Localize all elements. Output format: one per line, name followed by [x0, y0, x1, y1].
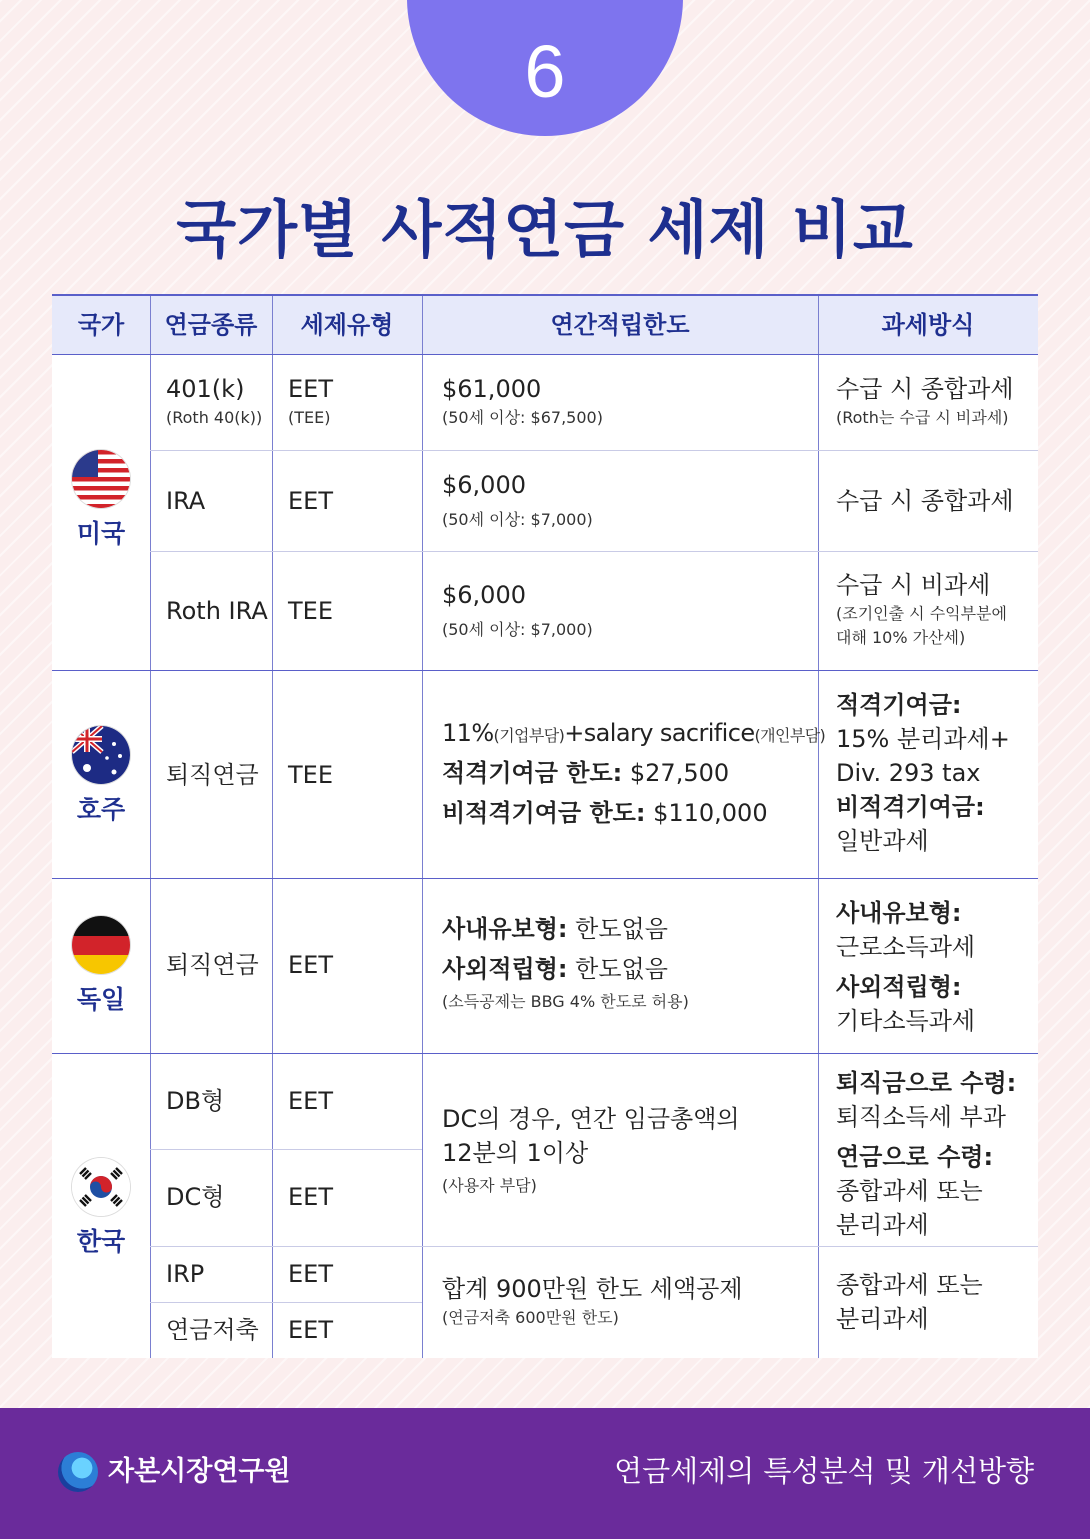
table-row: IRA: [166, 487, 206, 515]
header-country: 국가: [77, 311, 125, 339]
table-header: [52, 296, 1038, 354]
table-row: DC형: [166, 1183, 225, 1211]
country-australia: [52, 726, 150, 826]
logo-text: 자본시장연구원: [108, 1456, 291, 1487]
comparison-table: 국가 연금종류 세제유형 연간적립한도 과세방식 미국 401(k) (Roth 40(k)) EET (TEE) $61,000 (50세 이상: $67,500) 수급 시 종합과세 (Roth는 수급 시 비과세) IRA EET $6,000 (50세 이상: $7,000) 수급 시 종합과세 Roth IRA TEE $6,000 (50세 이상: $7,000) 수급 시 비과세 (조기인출 시 수익부분에 대해 10% 가산세) 호주 퇴직연금 TEE 11%(기업부담)+salary sacrifice(개인부담) 적격기여금 한도: $27,500 비적격기여금 한도: $110,000 적격기여금: 15% 분리과세+ Div. 293 tax 비적격기여금: 일반과세 독일 퇴직연금 EET 사내유보형: 한도없음 사외적립형: 한도없음 (소득공제는 BBG 4% 한도로 허용) 사내유보형: 근로소득과세 사외적립형: 기타소득과세 한국 DB형 EET DC형 EET IRP EET 연금저축 EET DC의 경우, 연간 임금총액의 12분의 1이상 (사용자 부담) 퇴직금으로 수령: 퇴직소득세 부과 연금으로 수령: 종합과세 또는 분리과세 합계 900만원 한도 세액공제 (연금저축 600만원 한도) 종합과세 또는 분리과세: [52, 294, 1038, 1358]
country-name: 호주: [76, 795, 126, 824]
country-name: 한국: [76, 1227, 126, 1256]
page-number-badge: [407, 0, 683, 136]
page-title: 국가별 사적연금 세제 비교: [176, 193, 914, 266]
country-name: 독일: [76, 985, 126, 1014]
page-number: 6: [524, 30, 566, 113]
table-row: Roth IRA: [166, 597, 268, 625]
table-row: IRP: [166, 1260, 205, 1288]
table-row: 퇴직연금: [166, 951, 259, 979]
header-annual-limit: 연간적립한도: [550, 311, 690, 339]
germany-flag-icon: [72, 916, 130, 974]
report-title: 연금세제의 특성분석 및 개선방향: [614, 1454, 1034, 1488]
header-tax-method: 과세방식: [881, 311, 975, 339]
header-pension-type: 연금종류: [164, 311, 258, 339]
country-usa: [52, 450, 150, 550]
table-row: 연금저축: [166, 1316, 259, 1344]
table-row: 퇴직연금: [166, 761, 259, 789]
header-tax-type: 세제유형: [300, 311, 394, 339]
table-row: 401(k) (Roth 40(k)): [166, 375, 263, 427]
australia-flag-icon: [72, 726, 130, 784]
table-row: DB형: [166, 1087, 225, 1115]
country-korea: [52, 1158, 150, 1258]
korea-flag-icon: [72, 1158, 130, 1216]
country-name: 미국: [76, 519, 126, 548]
us-flag-icon: [72, 450, 130, 508]
footer: [0, 1408, 1090, 1539]
logo-icon: [58, 1452, 98, 1492]
country-germany: [52, 916, 150, 1016]
